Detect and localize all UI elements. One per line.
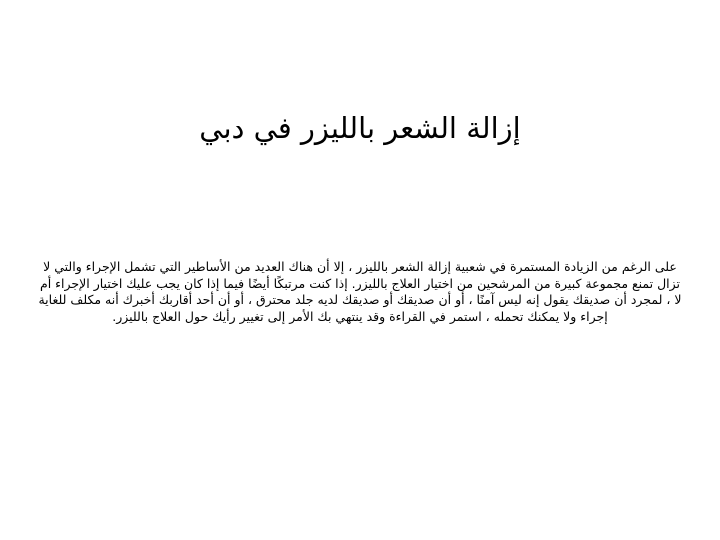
slide-body-text: على الرغم من الزيادة المستمرة في شعبية إزالة الشعر بالليزر ، إلا أن هناك العديد من الأساطير التي تشمل الإجراء والتي لا تزال تمنع مجموعة كبيرة من المرشحين من اختيار العلاج بالليزر. إذا كنت مرتبكًا أيضًا فيما إذا كان يجب عليك اختيار الإجراء أم لا ، لمجرد أن صديقك يقول إنه ليس آمنًا ، أو أن صديقك أو صديقك لديه جلد محترق ، أو أن أحد أقاربك أخبرك أنه مكلف للغاية إجراء ولا يمكنك تحمله ، استمر في القراءة وقد ينتهي بك الأمر إلى تغيير رأيك حول العلاج بالليزر. — [38, 259, 682, 324]
slide-title: إزالة الشعر بالليزر في دبي — [199, 111, 521, 145]
